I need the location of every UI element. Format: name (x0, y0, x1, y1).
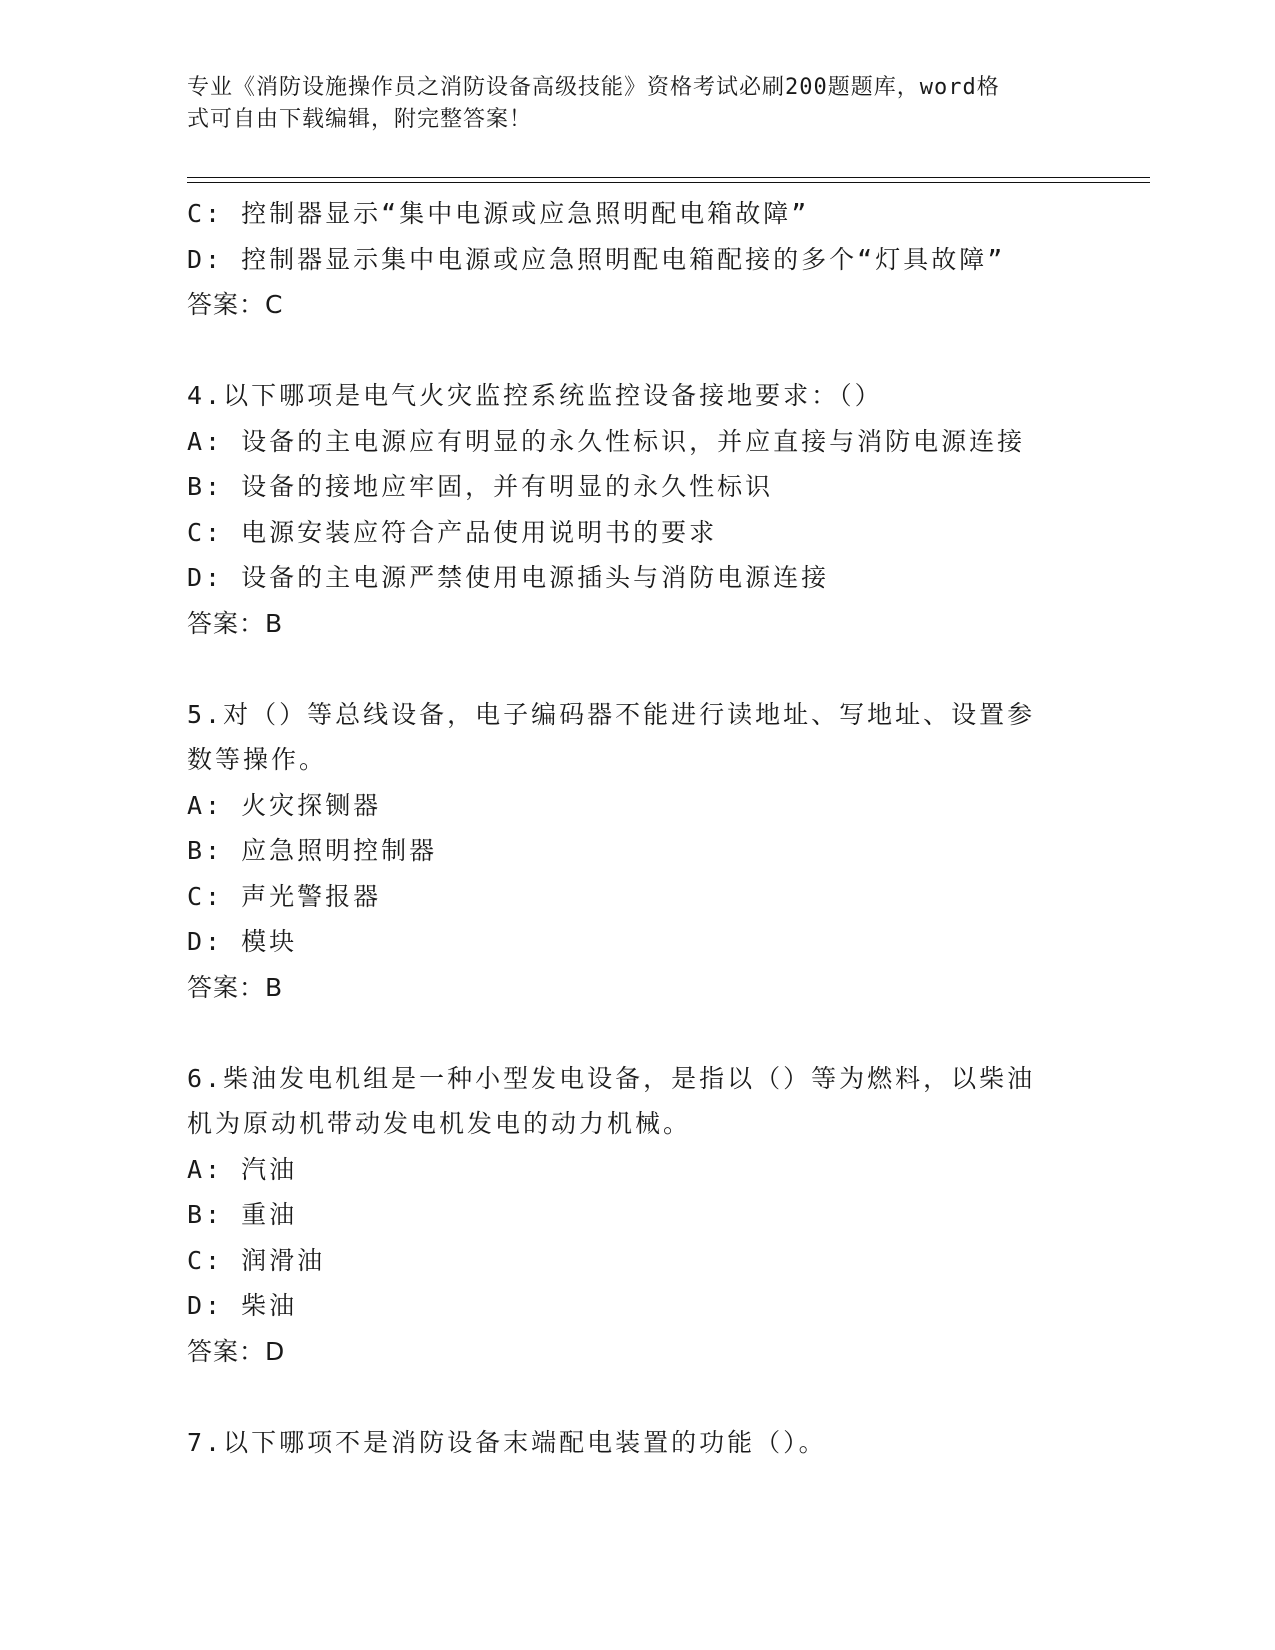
spacer (187, 1374, 1067, 1420)
q5-stem-line-2: 数等操作。 (187, 745, 328, 774)
q4-option-b: B: 设备的接地应牢固，并有明显的永久性标识 (187, 472, 774, 501)
q5-option-d: D: 模块 (187, 927, 298, 956)
q6-answer: 答案：D (187, 1336, 286, 1366)
q3-answer: 答案：C (187, 290, 284, 319)
question-5 (187, 692, 1067, 1011)
q4-answer: 答案：B (187, 608, 284, 638)
q5-option-c: C: 声光警报器 (187, 881, 382, 911)
q4-option-c: C: 电源安装应符合产品使用说明书的要求 (187, 517, 718, 547)
q3-option-d: D: 控制器显示集中电源或应急照明配电箱配接的多个“灯具故障” (187, 244, 1006, 274)
spacer (187, 1010, 1067, 1056)
q6-option-c: C: 润滑油 (187, 1245, 326, 1275)
spacer (187, 328, 1067, 374)
question-4 (187, 373, 1067, 646)
q6-option-d: D: 柴油 (187, 1291, 298, 1320)
q7-stem: 7.以下哪项不是消防设备末端配电装置的功能（）。 (187, 1427, 827, 1457)
question-6 (187, 1056, 1067, 1375)
q6-stem-line-1: 6.柴油发电机组是一种小型发电设备，是指以（）等为燃料，以柴油 (187, 1063, 1036, 1093)
question-7 (187, 1420, 1067, 1466)
header-line-2: 式可自由下载编辑，附完整答案！ (187, 107, 533, 132)
q5-stem-line-1: 5.对（）等总线设备，电子编码器不能进行读地址、写地址、设置参 (187, 699, 1036, 729)
spacer (187, 646, 1067, 692)
q5-answer: 答案：B (187, 972, 284, 1002)
header-divider-top (187, 177, 1150, 178)
header-line-1: 专业《消防设施操作员之消防设备高级技能》资格考试必刷200题题库，word格 (187, 75, 1000, 100)
header-divider-bottom (187, 182, 1150, 183)
question-3 (187, 191, 1067, 328)
q6-option-b: B: 重油 (187, 1200, 298, 1229)
q6-stem-line-2: 机为原动机带动发电机发电的动力机械。 (187, 1109, 692, 1138)
q3-option-c: C: 控制器显示“集中电源或应急照明配电箱故障” (187, 199, 810, 228)
q5-option-a: A: 火灾探铡器 (187, 790, 382, 820)
q4-stem: 4.以下哪项是电气火灾监控系统监控设备接地要求：（） (187, 381, 883, 410)
q4-option-a: A: 设备的主电源应有明显的永久性标识，并应直接与消防电源连接 (187, 426, 1026, 456)
document-header (187, 72, 1067, 136)
q4-option-d: D: 设备的主电源严禁使用电源插头与消防电源连接 (187, 563, 830, 592)
question-list (187, 191, 1067, 1465)
q5-option-b: B: 应急照明控制器 (187, 836, 438, 865)
q6-option-a: A: 汽油 (187, 1154, 298, 1184)
